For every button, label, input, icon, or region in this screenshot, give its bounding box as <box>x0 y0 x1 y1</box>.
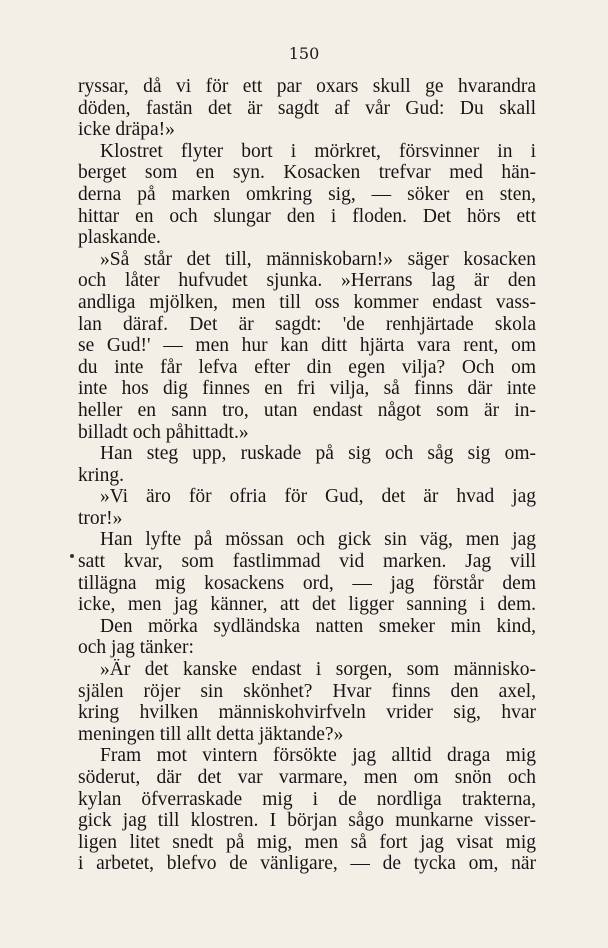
text-line: och jag tänker: <box>78 637 194 659</box>
text-line: Den mörka sydländska natten smeker min kind, <box>100 615 536 637</box>
text-line: Han lyfte på mössan och gick sin väg, men jag <box>100 529 536 551</box>
text-line: satt kvar, som fastlimmad vid marken. Jag vill <box>78 551 536 573</box>
text-line: andliga mjölken, men till oss kommer endast vass- <box>78 291 536 313</box>
text-line: själen röjer sin skönhet? Hvar finns den axel, <box>78 680 536 702</box>
text-line: döden, fastän det är sagdt af vår Gud: Du skall <box>78 97 536 119</box>
text-line: tror!» <box>78 507 123 529</box>
text-line: derna på marken omkring sig, — söker en sten, <box>78 183 536 205</box>
text-line: kylan öfverraskade mig i de nordliga trakterna, <box>78 788 536 810</box>
text-line: ligen litet snedt på mig, men så fort jag visat mig <box>78 831 536 853</box>
text-line: kring hvilken människohvirfveln vrider sig, hvar <box>78 702 536 724</box>
text-line: Han steg upp, ruskade på sig och såg sig om- <box>100 443 536 465</box>
text-line: heller en sann tro, utan endast något som är in- <box>78 399 536 421</box>
text-line: »Så står det till, människobarn!» säger kosacken <box>100 248 536 270</box>
text-line: kring. <box>78 464 125 486</box>
text-line: hittar en och slungar den i floden. Det hörs ett <box>78 205 536 227</box>
page-number: 150 <box>288 44 320 63</box>
text-line: tillägna mig kosackens ord, — jag förstår dem <box>78 572 536 594</box>
text-line: du inte får lefva efter din egen vilja? Och om <box>78 356 536 378</box>
text-line: »Vi äro för ofria för Gud, det är hvad jag <box>100 486 536 508</box>
text-line: ryssar, då vi för ett par oxars skull ge hvarandra <box>78 76 536 97</box>
text-line: »Är det kanske endast i sorgen, som människo- <box>100 659 536 681</box>
text-line: gick jag till klostren. I början sågo munkarne visser- <box>78 810 536 832</box>
text-line: berget som en syn. Kosacken trefvar med hän- <box>78 162 536 184</box>
text-line: söderut, där det var varmare, men om snön och <box>78 767 536 788</box>
text-line: Fram mot vintern försökte jag alltid draga mig <box>100 745 536 767</box>
body-text <box>78 76 536 875</box>
text-line: meningen till allt detta jäktande?» <box>78 723 344 745</box>
text-line: plaskande. <box>78 227 161 249</box>
text-line: billadt och påhittadt.» <box>78 421 249 443</box>
text-line: se Gud!' — men hur kan ditt hjärta vara rent, om <box>78 335 536 357</box>
ink-speck <box>70 554 74 558</box>
text-line: icke, men jag känner, att det ligger sanning i dem. <box>78 594 536 616</box>
text-line: och låter hufvudet sjunka. »Herrans lag är den <box>78 270 536 292</box>
text-line: lan däraf. Det är sagdt: 'de renhjärtade skola <box>78 313 536 335</box>
text-line: icke dräpa!» <box>78 119 175 141</box>
text-line: i arbetet, blefvo de vänligare, — de tycka om, när <box>78 853 536 875</box>
text-line: inte hos dig finnes en fri vilja, så finns där inte <box>78 378 536 400</box>
text-line: Klostret flyter bort i mörkret, försvinner in i <box>100 140 536 162</box>
